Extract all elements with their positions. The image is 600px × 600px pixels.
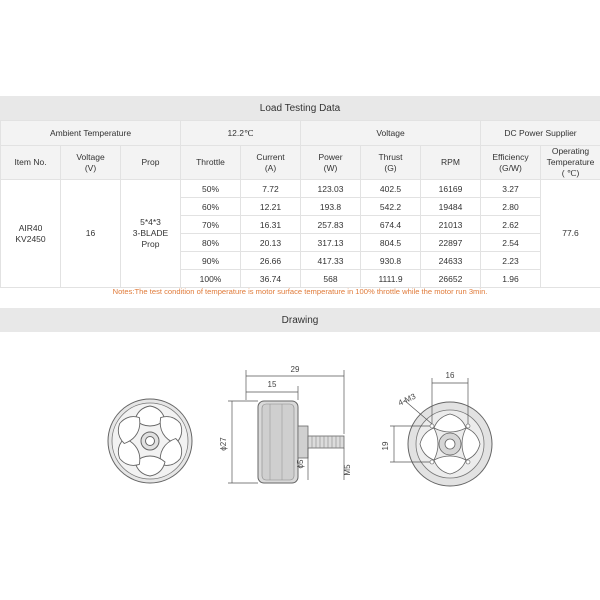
dc-power-supplier-label: DC Power Supplier <box>481 121 600 146</box>
prop-cell: 5*4*3 3-BLADE Prop <box>121 180 181 288</box>
efficiency-cell: 1.96 <box>481 270 541 288</box>
rpm-cell: 24633 <box>421 252 481 270</box>
throttle-cell: 90% <box>181 252 241 270</box>
efficiency-cell: 2.54 <box>481 234 541 252</box>
rpm-cell: 16169 <box>421 180 481 198</box>
header-row-conditions <box>1 121 600 146</box>
dim-mount-holes-4-m3: 4-M3 <box>396 391 418 408</box>
col-header-prop: Prop <box>121 146 181 180</box>
col-header-current: Current (A) <box>241 146 301 180</box>
efficiency-cell: 2.80 <box>481 198 541 216</box>
voltage-group-label: Voltage <box>301 121 481 146</box>
dim-mount-spacing-16: 16 <box>445 371 455 380</box>
dim-mount-spacing-19: 19 <box>381 441 390 451</box>
motor-side-view <box>258 401 344 483</box>
thrust-cell: 674.4 <box>361 216 421 234</box>
rpm-cell: 19484 <box>421 198 481 216</box>
dim-length-15: 15 <box>267 380 277 389</box>
rpm-cell: 26652 <box>421 270 481 288</box>
voltage-cell: 16 <box>61 180 121 288</box>
header-row-columns <box>1 146 600 180</box>
col-header-operating-temperature: Operating Temperature ( ℃) <box>541 146 600 180</box>
efficiency-cell: 2.62 <box>481 216 541 234</box>
drawing-header <box>0 308 600 332</box>
motor-front-view <box>108 399 192 483</box>
operating-temperature-cell: 77.6 <box>541 180 600 288</box>
thrust-cell: 930.8 <box>361 252 421 270</box>
item-no-cell: AIR40 KV2450 <box>1 180 61 288</box>
current-cell: 36.74 <box>241 270 301 288</box>
col-header-voltage: Voltage (V) <box>61 146 121 180</box>
load-testing-table <box>0 120 600 288</box>
power-cell: 257.83 <box>301 216 361 234</box>
col-header-rpm: RPM <box>421 146 481 180</box>
efficiency-cell: 2.23 <box>481 252 541 270</box>
col-header-throttle: Throttle <box>181 146 241 180</box>
rpm-cell: 21013 <box>421 216 481 234</box>
table-row <box>1 180 600 198</box>
throttle-cell: 100% <box>181 270 241 288</box>
dim-length-29: 29 <box>290 365 300 374</box>
power-cell: 417.33 <box>301 252 361 270</box>
thrust-cell: 1111.9 <box>361 270 421 288</box>
throttle-cell: 60% <box>181 198 241 216</box>
rpm-cell: 22897 <box>421 234 481 252</box>
throttle-cell: 70% <box>181 216 241 234</box>
ambient-temperature-value: 12.2℃ <box>181 121 301 146</box>
throttle-cell: 80% <box>181 234 241 252</box>
efficiency-cell: 3.27 <box>481 180 541 198</box>
current-cell: 20.13 <box>241 234 301 252</box>
thrust-cell: 542.2 <box>361 198 421 216</box>
power-cell: 123.03 <box>301 180 361 198</box>
drawing-title: Drawing <box>281 314 319 326</box>
current-cell: 7.72 <box>241 180 301 198</box>
ambient-temperature-label: Ambient Temperature <box>1 121 181 146</box>
current-cell: 26.66 <box>241 252 301 270</box>
power-cell: 317.13 <box>301 234 361 252</box>
throttle-cell: 50% <box>181 180 241 198</box>
thrust-cell: 402.5 <box>361 180 421 198</box>
load-testing-title: Load Testing Data <box>259 102 341 114</box>
col-header-thrust: Thrust (G) <box>361 146 421 180</box>
thrust-cell: 804.5 <box>361 234 421 252</box>
col-header-item-no: Item No. <box>1 146 61 180</box>
col-header-power: Power (W) <box>301 146 361 180</box>
current-cell: 16.31 <box>241 216 301 234</box>
test-notes: Notes:The test condition of temperature is motor surface temperature in 100% throttle while the motor run 3min. <box>112 287 488 296</box>
dim-shaft-diameter-5: ϕ5 <box>296 459 305 469</box>
current-cell: 12.21 <box>241 198 301 216</box>
power-cell: 568 <box>301 270 361 288</box>
motor-technical-drawing <box>0 340 600 590</box>
dim-diameter-27: ϕ27 <box>219 437 228 451</box>
dim-thread-m5: M5 <box>343 464 352 476</box>
col-header-efficiency: Efficiency (G/W) <box>481 146 541 180</box>
power-cell: 193.8 <box>301 198 361 216</box>
load-testing-header <box>0 96 600 120</box>
